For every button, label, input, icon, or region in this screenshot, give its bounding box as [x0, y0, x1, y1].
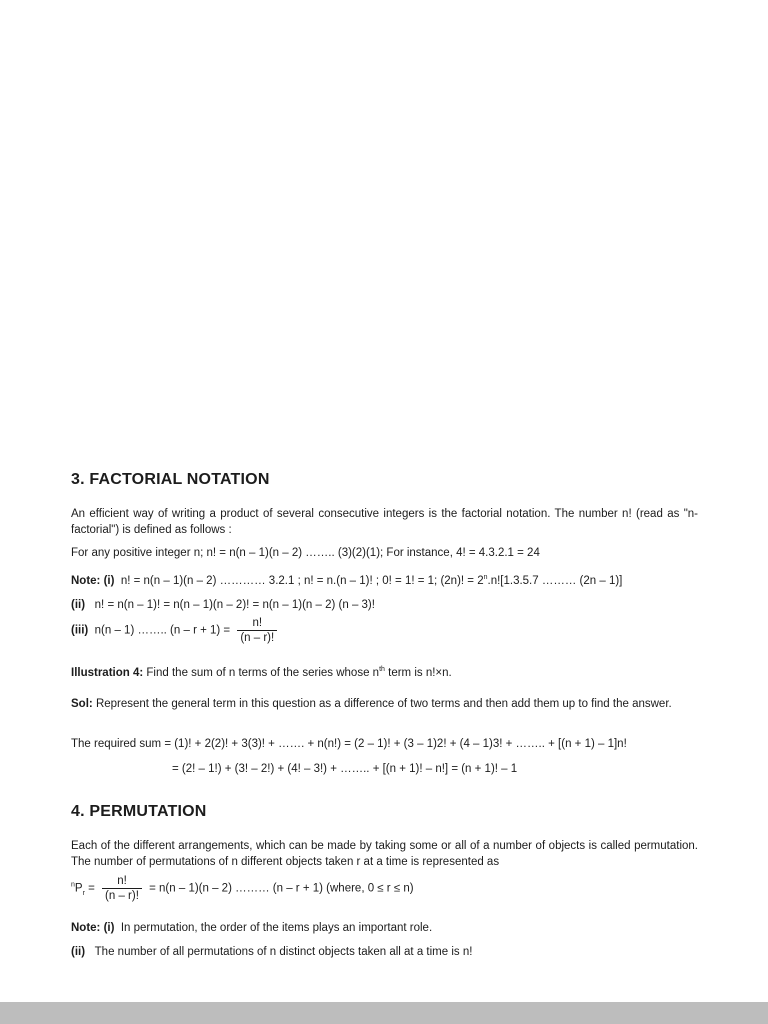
note-label: Note:: [71, 575, 101, 587]
note-ii-label: (ii): [71, 599, 86, 611]
formula-rest: = n(n – 1)(n – 2) ……… (n – r + 1) (where, 0 ≤ r ≤ n): [149, 882, 414, 895]
section-4-heading: 4. PERMUTATION: [71, 803, 207, 820]
solution-paragraph: [71, 696, 698, 712]
note-ii-text: n! = n(n – 1)! = n(n – 1)(n – 2)! = n(n – 1)(n – 2) (n – 3)!: [94, 599, 375, 611]
permutation-formula: [71, 874, 698, 903]
note-i-text-b: .n![1.3.5.7 ……… (2n – 1)]: [487, 575, 623, 587]
illustration-superscript: th: [379, 666, 385, 674]
illustration-4: [71, 665, 698, 681]
factorial-note-iii: [71, 616, 698, 645]
footer-bar: [0, 1002, 768, 1024]
formula-numerator: n!: [117, 875, 127, 887]
factorial-note-i: [71, 573, 698, 589]
note-label: Note:: [71, 922, 101, 934]
note-ii-text: The number of all permutations of n distinct objects taken all at a time is n!: [94, 946, 473, 958]
fraction-numerator: n!: [252, 617, 263, 629]
factorial-definition: For any positive integer n; n! = n(n – 1)(n – 2) …….. (3)(2)(1); For instance, 4! = 4.3.2.1 = 24: [71, 547, 540, 559]
formula-p: P: [74, 882, 83, 895]
illustration-label: Illustration 4:: [71, 667, 144, 679]
sol-text: Represent the general term in this question as a difference of two terms and then add them up to find the answer.: [95, 698, 672, 710]
sum-line-2: = (2! – 1!) + (3! – 2!) + (4! – 3!) + …….. + [(n + 1)! – n!] = (n + 1)! – 1: [172, 763, 518, 775]
illustration-text-a: Find the sum of n terms of the series whose n: [146, 667, 380, 679]
note-i-exponent: n: [483, 574, 488, 582]
formula-fraction: [102, 874, 142, 903]
note-i-label: (i): [103, 922, 115, 934]
section-3-intro: An efficient way of writing a product of several consecutive integers is the factorial notation. The number n! (read as "n-factorial") is defined as follows :: [71, 508, 698, 536]
note-i-text: In permutation, the order of the items plays an important role.: [120, 922, 433, 934]
formula-denominator: (n – r)!: [102, 888, 142, 903]
formula-equals: =: [88, 882, 95, 895]
note-iii-label: (iii): [71, 624, 89, 637]
section-4-intro: Each of the different arrangements, which can be made by taking some or all of a number of objects is called permutation. The number of permutations of n different objects taken r at a time is represented as: [71, 840, 698, 868]
section-3-heading: 3. FACTORIAL NOTATION: [71, 471, 270, 488]
sum-line-1: The required sum = (1)! + 2(2)! + 3(3)! + ……. + n(n!) = (2 – 1)! + (3 – 1)2! + (4 – 1)3! + …….. + [(n + 1) – 1]n!: [71, 738, 627, 750]
note-iii-text: n(n – 1) …….. (n – r + 1) =: [94, 624, 231, 637]
factorial-note-ii: [71, 597, 698, 613]
permutation-note-i: [71, 920, 698, 936]
sol-label: Sol:: [71, 698, 93, 710]
illustration-text-b: term is n!×n.: [388, 667, 452, 679]
fraction-denominator: (n – r)!: [237, 630, 277, 645]
note-ii-label: (ii): [71, 946, 86, 958]
note-i-text-a: n! = n(n – 1)(n – 2) ………… 3.2.1 ; n! = n.(n – 1)! ; 0! = 1! = 1; (2n)! = 2: [120, 575, 484, 587]
permutation-note-ii: [71, 944, 698, 960]
note-i-label: (i): [103, 575, 115, 587]
formula-n-superscript: n: [71, 881, 75, 889]
note-iii-fraction: [237, 616, 277, 645]
formula-r-subscript: r: [82, 889, 85, 897]
